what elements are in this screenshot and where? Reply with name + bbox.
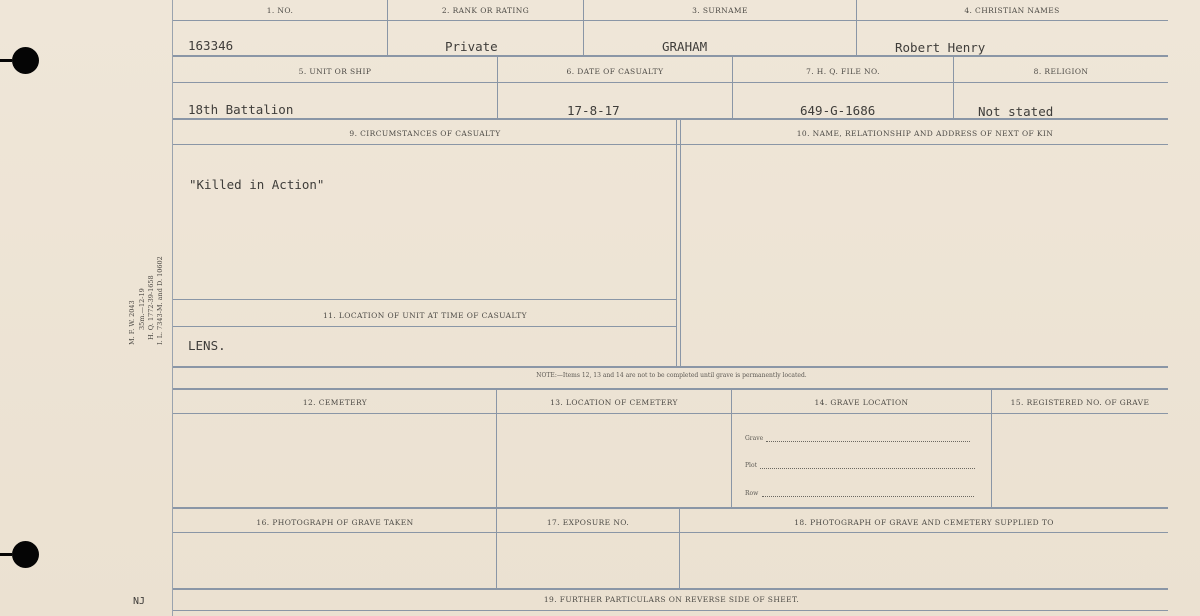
divider [173,366,1168,368]
punch-hole-top [12,47,39,74]
divider [173,144,1168,145]
rank-label: 2. RANK OR RATING [441,6,530,15]
divider [991,390,992,507]
date-label: 6. DATE OF CASUALTY [566,67,664,76]
religion-label: 8. RELIGION [1033,67,1089,76]
date-value: 17-8-17 [567,103,620,118]
circumstances-value: "Killed in Action" [189,177,325,192]
grave-location-label: 14. GRAVE LOCATION [814,398,909,407]
form-code: M. F. W. 2043 [128,300,136,345]
divider [173,388,1168,390]
next-of-kin-label: 10. NAME, RELATIONSHIP AND ADDRESS OF NEXT OF KIN [796,129,1054,138]
plot-field-label: Plot [745,462,757,469]
divider [173,20,1168,21]
divider [173,299,676,300]
divider [496,390,497,507]
cemetery-label: 12. CEMETERY [302,398,368,407]
divider [173,507,1168,509]
no-label: 1. NO. [266,6,294,15]
surname-value: GRAHAM [662,39,708,54]
photograph-taken-label: 16. PHOTOGRAPH OF GRAVE TAKEN [256,518,414,527]
grave-dotted-line [766,441,970,442]
punch-hole-bottom [12,541,39,568]
divider [173,326,676,327]
christian-names-label: 4. CHRISTIAN NAMES [964,6,1060,15]
plot-dotted-line [760,468,975,469]
divider [676,120,677,366]
location-value: LENS. [188,338,226,353]
divider [173,588,1168,590]
location-label: 11. LOCATION OF UNIT AT TIME OF CASUALTY [323,311,527,320]
circumstances-label: 9. CIRCUMSTANCES OF CASUALTY [349,129,501,138]
divider [173,610,1168,611]
unit-value: 18th Battalion [188,102,294,117]
christian-names-value: Robert Henry [895,40,986,55]
rank-value: Private [445,39,498,54]
service-number: 163346 [188,38,234,53]
divider [173,82,1168,83]
exposure-label: 17. EXPOSURE NO. [546,518,630,527]
cemetery-location-label: 13. LOCATION OF CEMETERY [550,398,678,407]
form-code: H. Q. 1772-39-1658 [147,275,155,340]
form-code: I. L. 7343-M. and D. 10602 [156,256,164,345]
form-code: 35m.—12-19 [138,288,146,330]
unit-label: 5. UNIT OR SHIP [298,67,372,76]
photograph-supplied-label: 18. PHOTOGRAPH OF GRAVE AND CEMETERY SUPPLIED TO [794,518,1054,527]
row-dotted-line [762,496,974,497]
row-field-label: Row [745,490,759,497]
divider [680,120,681,366]
left-border [172,0,173,616]
note-text: NOTE:—Items 12, 13 and 14 are not to be completed until grave is permanently located. [536,372,807,379]
further-particulars-label: 19. FURTHER PARTICULARS ON REVERSE SIDE OF SHEET. [543,595,800,604]
surname-label: 3. SURNAME [692,6,748,15]
divider [173,413,1168,414]
divider [173,55,1168,57]
file-value: 649-G-1686 [800,103,876,118]
file-label: 7. H. Q. FILE NO. [806,67,880,76]
religion-value: Not stated [978,104,1054,119]
grave-field-label: Grave [745,435,764,442]
divider [173,532,1168,533]
registered-no-label: 15. REGISTERED NO. OF GRAVE [1010,398,1150,407]
initials: NJ [133,596,146,607]
divider [731,390,732,507]
